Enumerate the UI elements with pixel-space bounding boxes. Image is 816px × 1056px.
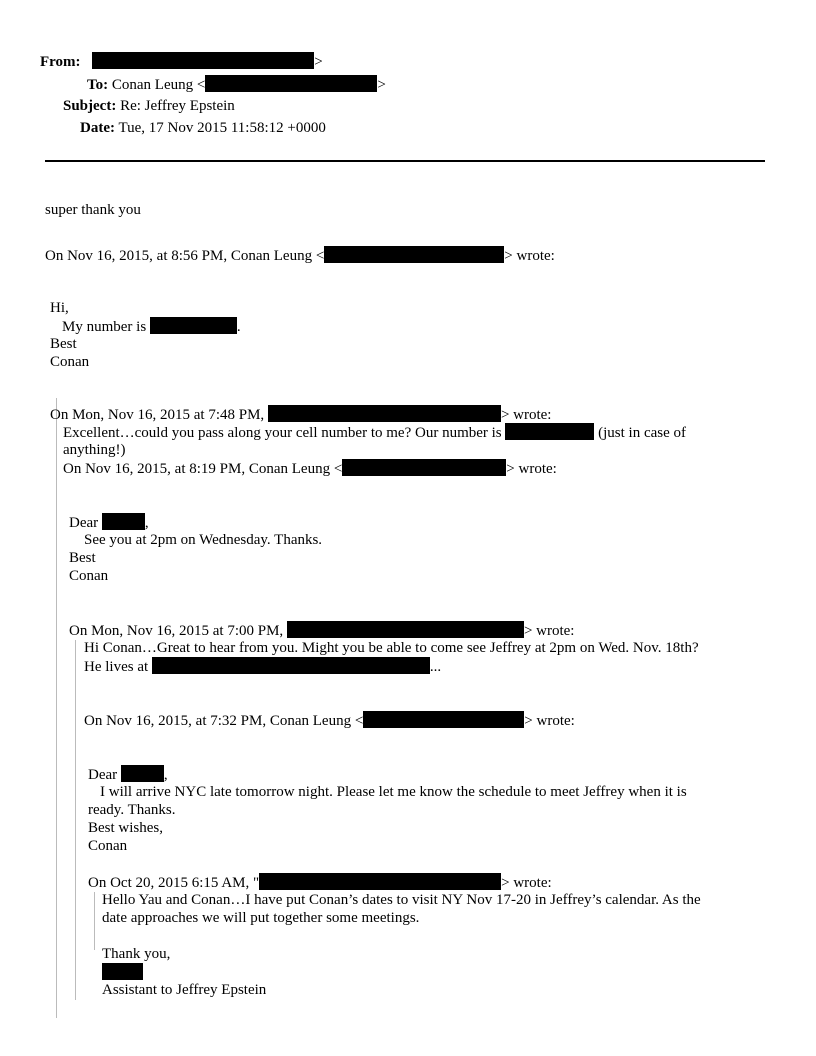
subject-row bbox=[63, 96, 235, 116]
body-line: anything!) bbox=[63, 442, 126, 458]
body-line: Hi Conan…Great to hear from you. Might you be able to come see Jeffrey at 2pm on Wed. Nov. 18th? bbox=[84, 640, 699, 656]
redaction bbox=[102, 963, 143, 980]
body-text: , bbox=[163, 767, 168, 783]
attribution-text: > wrote: bbox=[504, 248, 555, 264]
attribution-text: On Nov 16, 2015, at 7:32 PM, Conan Leung < bbox=[84, 713, 364, 729]
to-suffix: > bbox=[377, 77, 386, 93]
quote-attribution bbox=[63, 459, 557, 477]
body-line: ready. Thanks. bbox=[88, 802, 176, 818]
redaction bbox=[342, 459, 506, 476]
body-line bbox=[62, 317, 241, 335]
body-text: (just in case of bbox=[598, 425, 687, 441]
to-row bbox=[87, 75, 386, 95]
body-line: Conan bbox=[69, 568, 109, 584]
body-line: Hello Yau and Conan…I have put Conan’s dates to visit NY Nov 17-20 in Jeffrey’s calendar. As the bbox=[102, 892, 701, 908]
attribution-text: > wrote: bbox=[501, 875, 552, 891]
attribution-text: > wrote: bbox=[500, 407, 552, 423]
body-line: Assistant to Jeffrey Epstein bbox=[102, 982, 267, 998]
body-text: Dear bbox=[88, 767, 118, 783]
date-row bbox=[80, 118, 326, 138]
header-divider bbox=[45, 160, 765, 162]
redaction bbox=[505, 423, 594, 440]
redaction bbox=[92, 52, 314, 69]
body-line bbox=[69, 513, 149, 531]
quote-attribution bbox=[84, 711, 575, 729]
date-value: Tue, 17 Nov 2015 11:58:12 +0000 bbox=[118, 120, 326, 136]
redaction bbox=[205, 75, 377, 92]
attribution-text: > wrote: bbox=[506, 461, 557, 477]
body-text: Dear bbox=[69, 515, 99, 531]
attribution-text: On Oct 20, 2015 6:15 AM, " bbox=[88, 875, 260, 891]
redaction bbox=[324, 246, 504, 263]
attribution-text: On Nov 16, 2015, at 8:19 PM, Conan Leung < bbox=[63, 461, 343, 477]
body-line: Thank you, bbox=[102, 946, 171, 962]
body-line bbox=[63, 423, 686, 441]
quote-attribution bbox=[50, 405, 551, 423]
reply-text: super thank you bbox=[45, 202, 141, 218]
redaction bbox=[150, 317, 237, 334]
body-text: My number is bbox=[62, 319, 147, 335]
from-suffix: > bbox=[314, 54, 323, 70]
subject-label: Subject: bbox=[63, 98, 117, 114]
redaction bbox=[152, 657, 430, 674]
body-text: Excellent…could you pass along your cell number to me? Our number is bbox=[63, 425, 502, 441]
quote-bar bbox=[94, 892, 95, 950]
body-line: Best bbox=[50, 336, 77, 352]
redaction bbox=[121, 765, 164, 782]
body-line: date approaches we will put together some meetings. bbox=[102, 910, 420, 926]
body-text: ... bbox=[429, 659, 442, 675]
body-line: Conan bbox=[88, 838, 128, 854]
subject-value: Re: Jeffrey Epstein bbox=[120, 98, 235, 114]
quote-bar bbox=[56, 398, 57, 1018]
body-text: , bbox=[144, 515, 149, 531]
body-line bbox=[84, 657, 441, 675]
body-line: Best wishes, bbox=[88, 820, 163, 836]
quote-attribution bbox=[69, 621, 574, 639]
body-line: I will arrive NYC late tomorrow night. Please let me know the schedule to meet Jeffrey when it is bbox=[100, 784, 687, 800]
quote-attribution bbox=[88, 873, 552, 891]
attribution-text: On Mon, Nov 16, 2015 at 7:00 PM, bbox=[69, 623, 284, 639]
from-label: From: bbox=[40, 54, 81, 70]
attribution-text: On Nov 16, 2015, at 8:56 PM, Conan Leung < bbox=[45, 248, 325, 264]
body-text: He lives at bbox=[84, 659, 149, 675]
body-line: Hi, bbox=[50, 300, 69, 316]
redaction bbox=[363, 711, 524, 728]
redaction bbox=[102, 513, 145, 530]
redaction bbox=[259, 873, 501, 890]
to-label: To: bbox=[87, 77, 109, 93]
date-label: Date: bbox=[80, 120, 115, 136]
quote-bar bbox=[75, 640, 76, 1000]
attribution-text: > wrote: bbox=[524, 713, 575, 729]
attribution-text: > wrote: bbox=[523, 623, 575, 639]
from-row bbox=[40, 52, 323, 72]
body-line bbox=[102, 963, 143, 981]
body-line bbox=[88, 765, 168, 783]
body-line: Conan bbox=[50, 354, 90, 370]
body-line: Best bbox=[69, 550, 96, 566]
redaction bbox=[268, 405, 501, 422]
attribution-text: On Mon, Nov 16, 2015 at 7:48 PM, bbox=[50, 407, 265, 423]
body-line: See you at 2pm on Wednesday. Thanks. bbox=[84, 532, 323, 548]
quote-attribution bbox=[45, 246, 555, 264]
redaction bbox=[287, 621, 524, 638]
to-value: Conan Leung < bbox=[111, 77, 206, 93]
body-text: . bbox=[236, 319, 241, 335]
